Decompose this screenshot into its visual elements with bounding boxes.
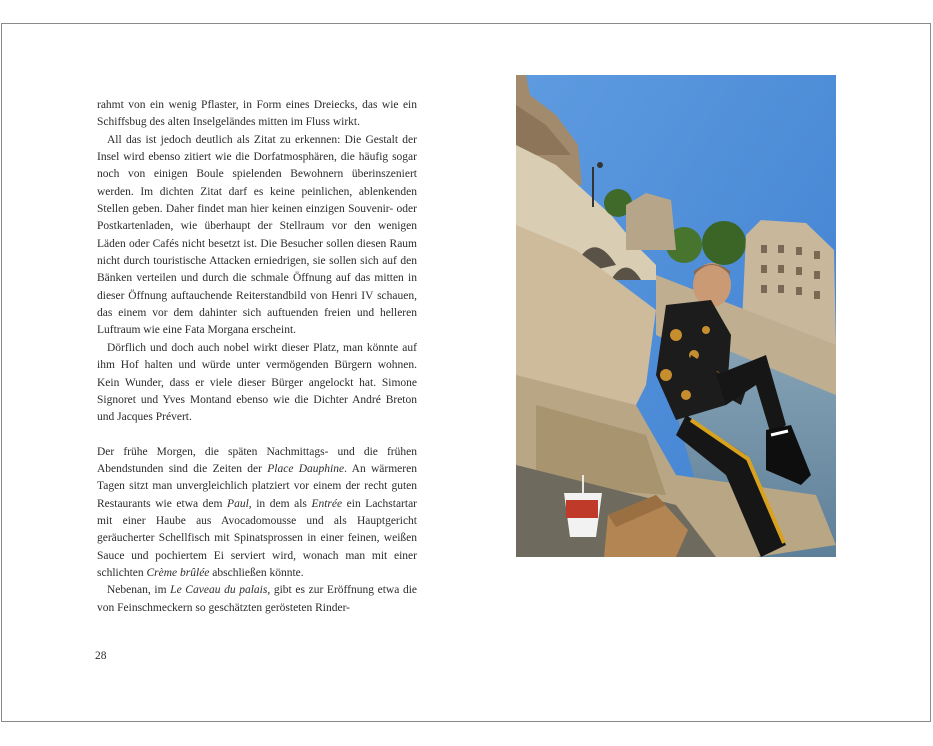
text-column	[97, 97, 417, 617]
p4-text-d: ein Lachstartar mit einer Haube aus Avocadomousse und als Hauptgericht geräucherter Schellfisch mit Spinatsprossen in einer feinen, weißen Sauce und pochiertem Ei serviert wird, wonach man mit einer schlichten	[97, 497, 418, 579]
p4-text-c: , in dem als	[248, 497, 312, 510]
p5-caveau-du-palais: Le Caveau du palais	[170, 584, 268, 597]
section-gap	[97, 427, 417, 444]
page-number: 28	[95, 650, 107, 662]
p5-text-a: Nebenan, im	[107, 584, 171, 597]
p4-text-b: . An wärmeren Tagen sitzt man unvergleichlich platziert vor einem der recht guten Restaurants wie etwa dem	[97, 462, 417, 510]
p4-text-e: abschließen könnte.	[209, 566, 304, 579]
p4-place-dauphine: Place Dauphine	[267, 462, 345, 475]
paragraph-1: rahmt von ein wenig Pflaster, in Form eines Dreiecks, das wie ein Schiffsbug des alten Inselgeländes mitten im Fluss wirkt.	[97, 99, 417, 129]
paragraph-4	[97, 444, 417, 583]
p4-paul: Paul	[227, 497, 249, 510]
paragraph-5	[97, 582, 417, 617]
p4-creme-brulee: Crème brûlée	[146, 566, 210, 579]
photo-man-on-seine-quay	[516, 75, 836, 557]
p4-text-a: Der frühe Morgen, die späten Nachmittags- und die frühen Abendstunden sind die Zeiten der	[97, 445, 417, 475]
paragraph-3: Dörflich und doch auch nobel wirkt dieser Platz, man könnte auf ihm Hof halten und würde unter vermögenden Bürgern wohnen. Kein Wunder, dass er viele dieser Bürger angelockt hat. Simone Signoret und Yves Montand ebenso wie die Dichter André Breton und Jacques Prévert.	[97, 341, 417, 424]
p5-text-b: , gibt es zur Eröffnung etwa die von Feinschmeckern so geschätzten gerösteten Rinder-	[97, 584, 418, 614]
p4-entree: Entrée	[311, 497, 343, 510]
paragraph-2: All das ist jedoch deutlich als Zitat zu erkennen: Die Gestalt der Insel wird ebenso zitiert wie die Dorfatmosphären, die häufig sogar noch von einigen Boule spielenden Bewohnern überinszeniert werden. Im dichten Zitat darf es keine peinlichen, ablenkenden Stellen geben. Daher findet man hier keinen einzigen Souvenir- oder Postkartenladen, wie überhaupt der Stellraum vor den wenigen Läden oder Cafés nicht besetzt ist. Die Besucher sollen diesen Raum nicht durch touristische Attacken erniedrigen, sie sollen sich auf den Bänken verteilen und durch die schmale Öffnung auf das mitten in dieser Öffnung auftauchende Reiterstandbild von Henri IV schauen, das einem vor dem dahinter sich auftuenden freien und helleren Luftraum wie eine Fata Morgana erscheint.	[97, 133, 417, 337]
